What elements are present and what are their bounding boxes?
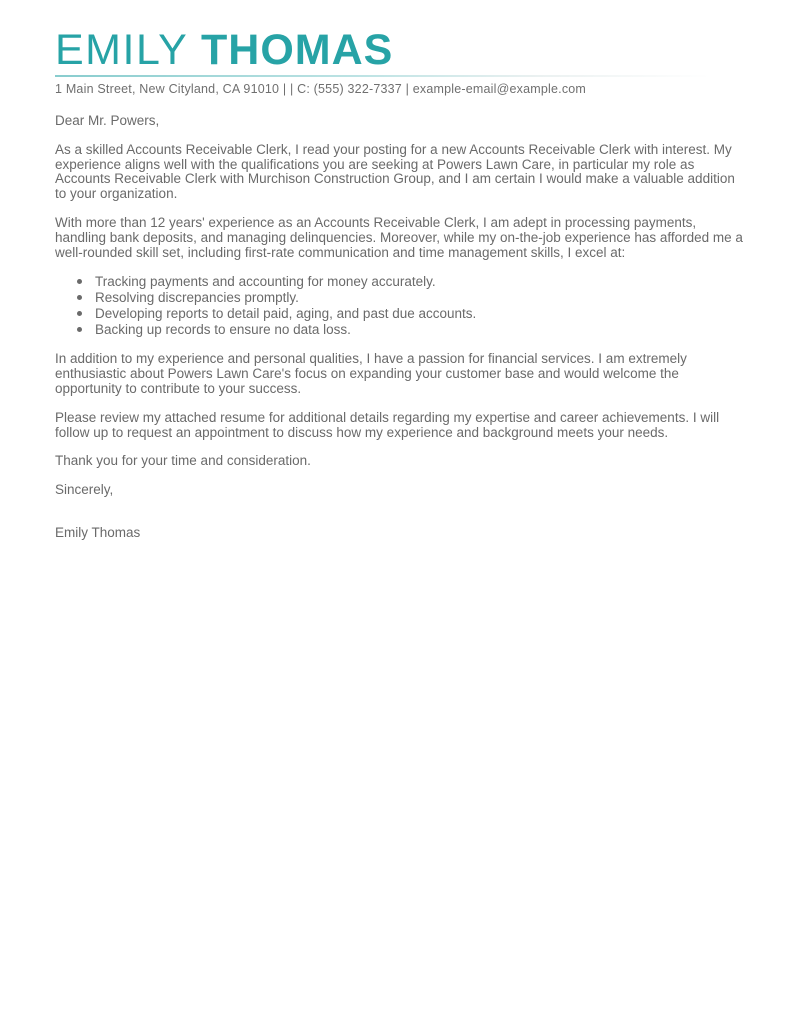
list-item <box>55 322 745 338</box>
list-item-text: Tracking payments and accounting for money accurately. <box>95 274 436 290</box>
paragraph-resume: Please review my attached resume for additional details regarding my expertise and career achievements. I will follow up to request an appointment to discuss how my experience and background meets your needs. <box>55 409 720 440</box>
contact-line: 1 Main Street, New Cityland, CA 91010 | | C: (555) 322-7337 | example-email@example.com <box>55 82 587 96</box>
paragraph-thanks: Thank you for your time and consideration. <box>55 453 311 469</box>
paragraph-experience: With more than 12 years' experience as an Accounts Receivable Clerk, I am adept in processing payments, handling bank deposits, and managing delinquencies. Moreover, while my on-the-job experience has afforded me a well-rounded skill set, including first-rate communication and time management skills, I excel at: <box>55 214 743 260</box>
salutation: Dear Mr. Powers, <box>55 113 160 128</box>
bullet-icon <box>77 311 82 316</box>
list-item <box>55 274 745 290</box>
list-item-text: Developing reports to detail paid, aging, and past due accounts. <box>95 306 477 322</box>
paragraph-intro: As a skilled Accounts Receivable Clerk, I read your posting for a new Accounts Receivable Clerk with interest. My experience aligns well with the qualifications you are seeking at Powers Lawn Care, in particular my role as Accounts Receivable Clerk with Murchison Construction Group, and I am certain I would make a valuable addition to your organization. <box>55 141 735 202</box>
list-item-text: Resolving discrepancies promptly. <box>95 290 299 306</box>
header-underline <box>55 75 745 77</box>
signoff: Sincerely, <box>55 482 114 498</box>
list-item <box>55 306 745 322</box>
letter-header <box>55 28 745 97</box>
paragraph-passion: In addition to my experience and personal qualities, I have a passion for financial services. I am extremely enthusiastic about Powers Lawn Care's focus on expanding your customer base and would welcome the opportunity to contribute to your success. <box>55 351 687 396</box>
skills-list <box>55 274 745 338</box>
bullet-icon <box>77 295 82 300</box>
list-item-text: Backing up records to ensure no data loss. <box>95 322 351 338</box>
candidate-first-name: EMILY <box>55 26 188 74</box>
bullet-icon <box>77 279 82 284</box>
bullet-icon <box>77 327 82 332</box>
letter-body <box>55 114 745 541</box>
candidate-last-name: THOMAS <box>201 26 394 74</box>
candidate-name <box>55 28 745 73</box>
signature: Emily Thomas <box>55 524 141 540</box>
list-item <box>55 290 745 306</box>
